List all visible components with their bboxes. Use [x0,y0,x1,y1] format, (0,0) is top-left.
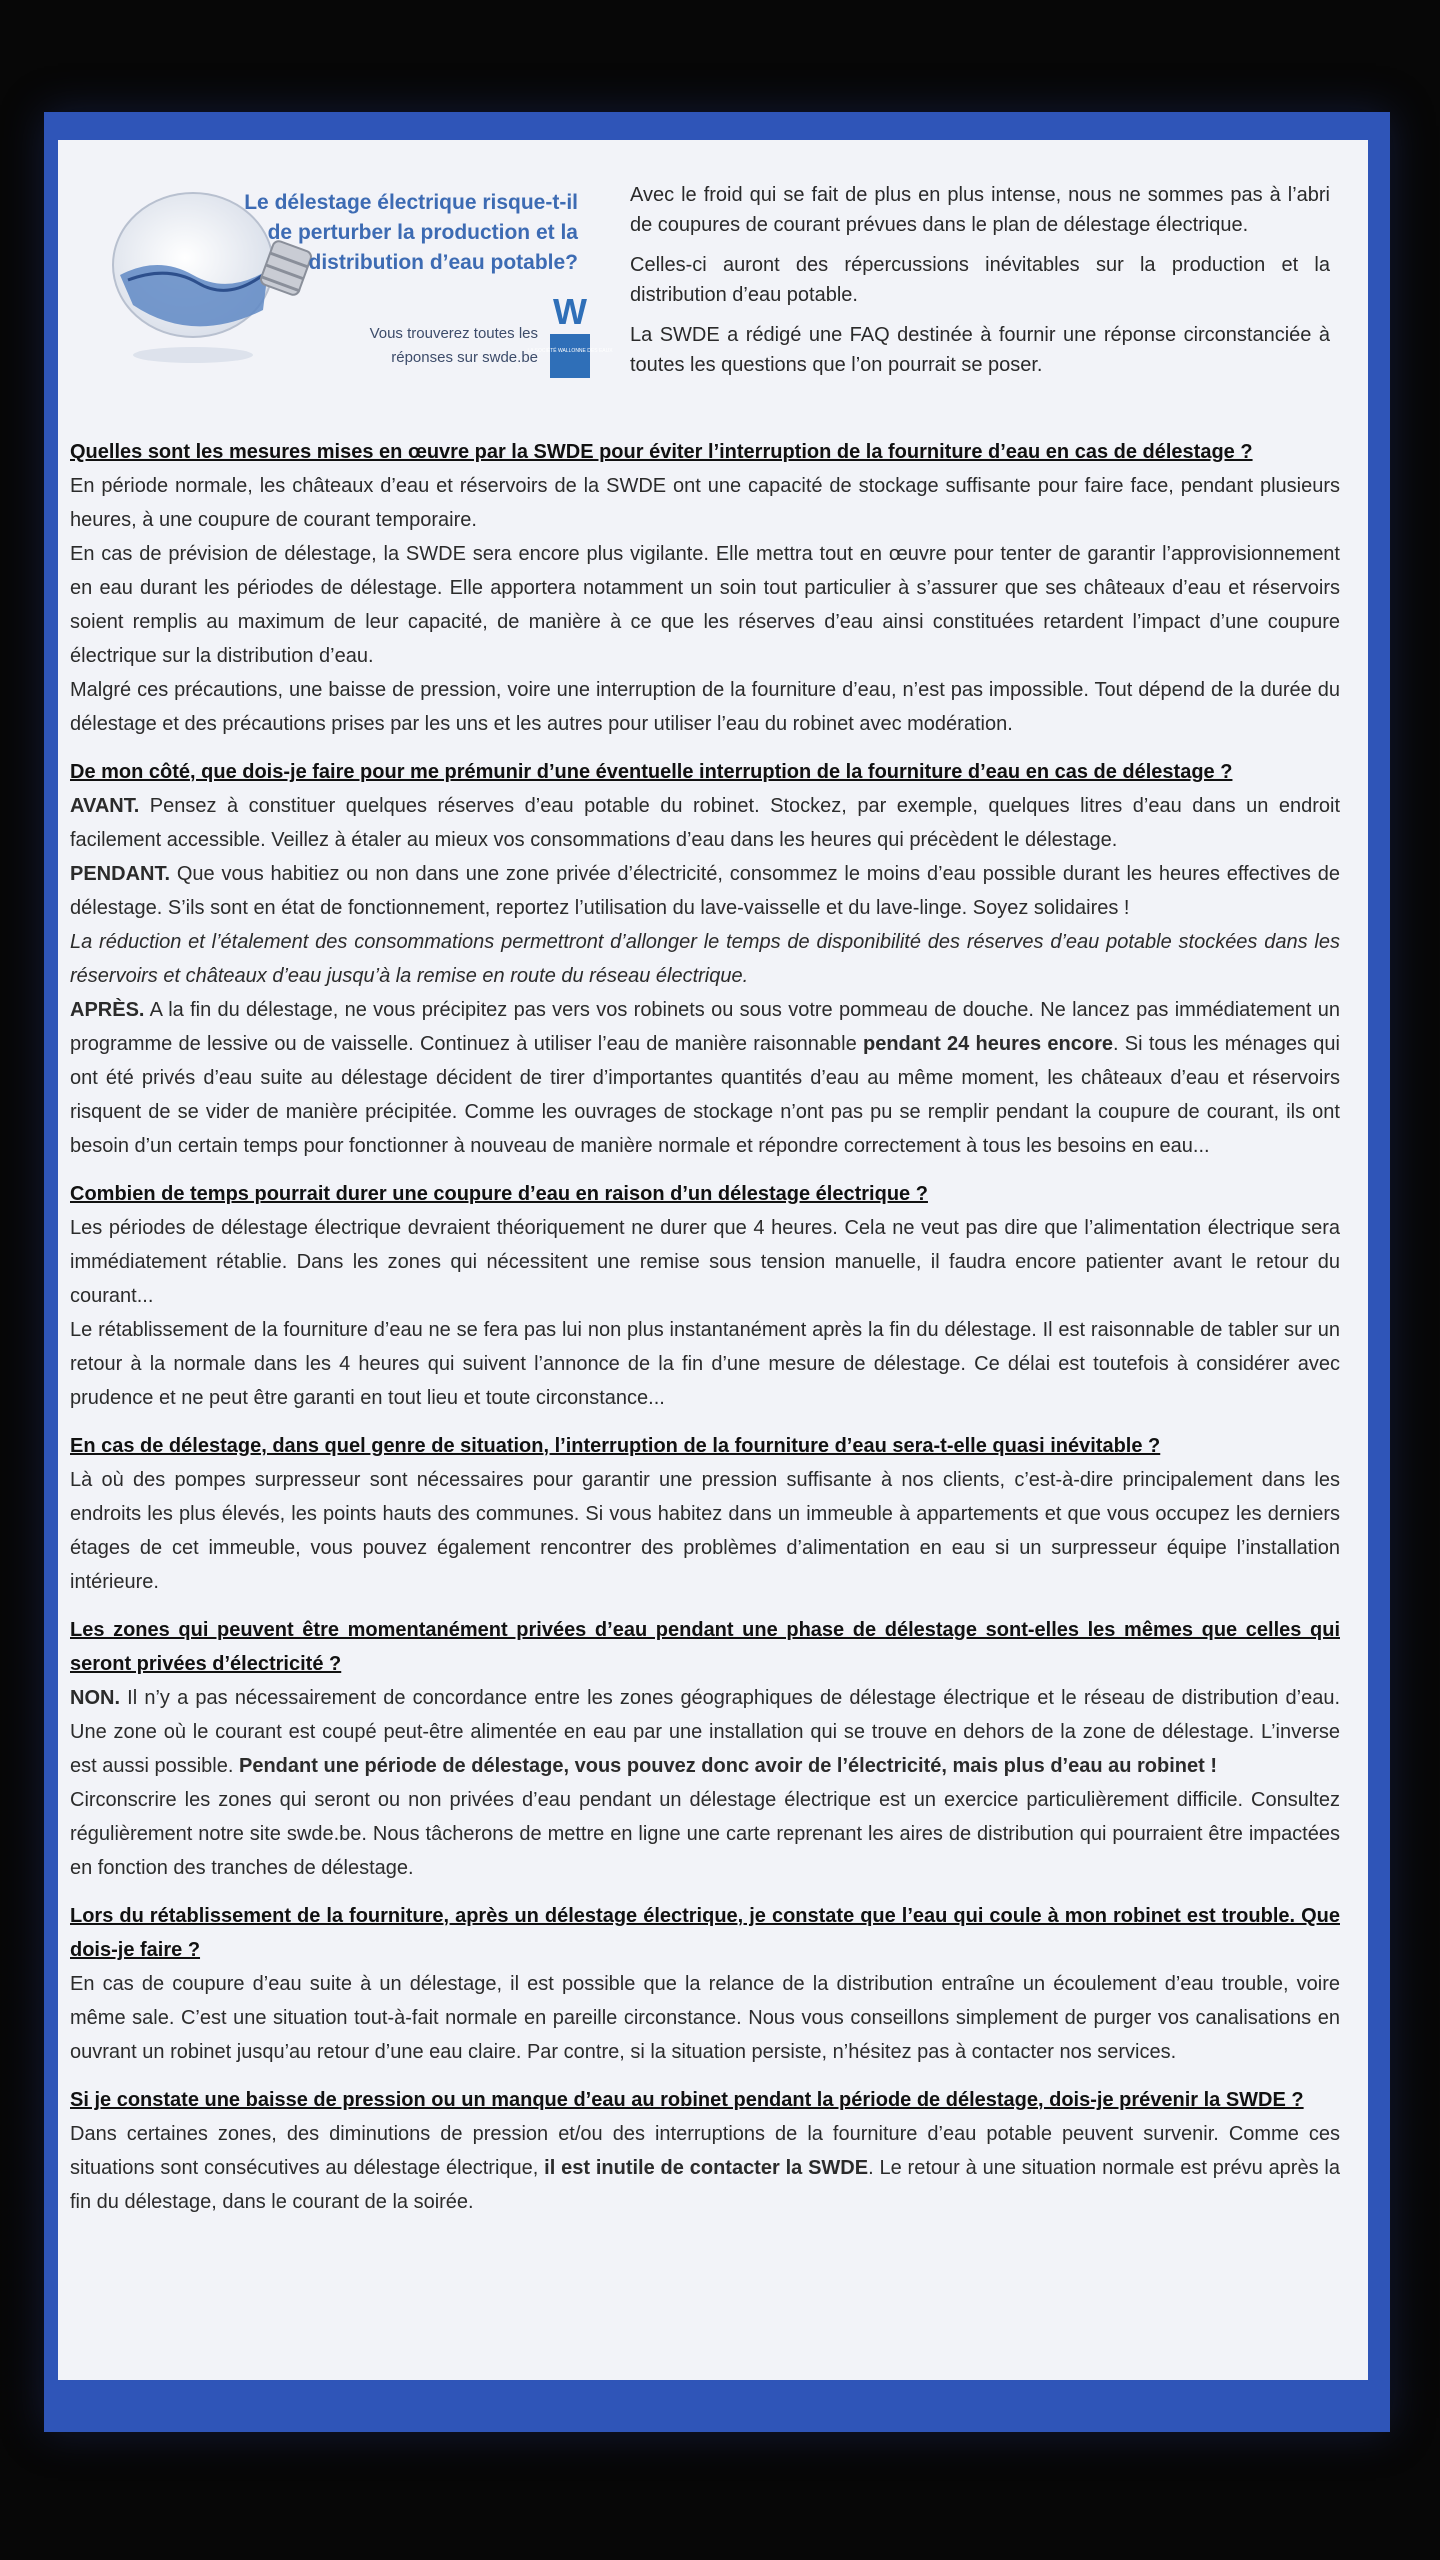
faq-answer: Dans certaines zones, des diminutions de pression et/ou des interruptions de la fourniture d’eau potable peuvent survenir. Comme ces situations sont consécutives au délestage électrique, il est inutile de contacter la SWDE. Le retour à une situation normale est prévu après la fin du délestage, dans le courant de la soirée. [70,2123,1340,2213]
faq-answer: En cas de coupure d’eau suite à un délestage, il est possible que la relance de la distribution entraîne un écoulement d’eau trouble, voire même sale. C’est une situation tout-à-fait normale en pareille circonstance. Nous vous conseillons simplement de purger vos canalisations en ouvrant un robinet jusqu’au retour d’une eau claire. Par contre, si la situation persiste, n’hésitez pas à contacter nos services. [70,1973,1340,2063]
faq-section-turbid-water [70,1899,1340,2069]
faq-question: Quelles sont les mesures mises en œuvre par la SWDE pour éviter l’interruption de la fourniture d’eau en cas de délestage ? [70,441,1253,463]
faq-section-zones [70,1613,1340,1885]
faq-question: Combien de temps pourrait durer une coupure d’eau en raison d’un délestage électrique ? [70,1183,928,1205]
label-apres: APRÈS. [70,999,145,1021]
faq-question: De mon côté, que dois-je faire pour me prémunir d’une éventuelle interruption de la fourniture d’eau en cas de délestage ? [70,761,1233,783]
faq-question: Lors du rétablissement de la fourniture, après un délestage électrique, je constate que l’eau qui coule à mon robinet est trouble. Que dois-je faire ? [70,1905,1340,1961]
intro-paragraph-3: La SWDE a rédigé une FAQ destinée à fournir une réponse circonstanciée à toutes les questions que l’on pourrait se poser. [630,324,1330,376]
logo-letter: W [553,291,587,332]
faq-answer: En cas de prévision de délestage, la SWDE sera encore plus vigilante. Elle mettra tout en œuvre pour tenter de garantir l’approvisionnement en eau durant les périodes de délestage. Elle apportera notamment un soin tout particulier à s’assurer que ses châteaux d’eau et réservoirs soient remplis au maximum de leur capacité, de manière à ce que les réserves d’eau ainsi constituées retardent l’impact d’une coupure électrique sur la distribution d’eau. [70,543,1340,667]
poster-sheet [58,140,1368,2380]
faq-section-measures [70,435,1340,741]
faq-answer: En période normale, les châteaux d’eau et réservoirs de la SWDE ont une capacité de stockage suffisante pour faire face, pendant plusieurs heures, à une coupure de courant temporaire. [70,475,1340,531]
logo-text: LA SOCIÉTÉ WALLONNE DES EAUX [527,348,613,354]
faq-question: En cas de délestage, dans quel genre de situation, l’interruption de la fourniture d’eau sera-t-elle quasi inévitable ? [70,1435,1161,1457]
faq-answer: Malgré ces précautions, une baisse de pression, voire une interruption de la fourniture d’eau, n’est pas impossible. Tout dépend de la durée du délestage et des précautions prises par les uns et les autres pour utiliser l’eau du robinet avec modération. [70,679,1340,735]
label-non: NON. [70,1687,120,1709]
swde-logo [527,290,613,380]
faq-question: Les zones qui peuvent être momentanément privées d’eau pendant une phase de délestage sont-elles les mêmes que celles qui seront privées d’électricité ? [70,1619,1340,1675]
promo-subtitle: Vous trouverez toutes les réponses sur swde.be [369,325,538,366]
promo-title: Le délestage électrique risque-t-il de perturber la production et la distribution d’eau potable? [244,191,578,274]
intro-paragraph-2: Celles-ci auront des répercussions inévitables sur la production et la distribution d’eau potable. [630,254,1330,306]
faq-answer: PENDANT. Que vous habitiez ou non dans une zone privée d’électricité, consommez le moins d’eau possible durant les heures effectives de délestage. S’ils sont en état de fonctionnement, reportez l’utilisation du lave-vaisselle et du lave-linge. Soyez solidaires ! [70,863,1340,919]
intro-paragraph-1: Avec le froid qui se fait de plus en plus intense, nous ne sommes pas à l’abri de coupures de courant prévues dans le plan de délestage électrique. [630,184,1330,236]
faq-question: Si je constate une baisse de pression ou un manque d’eau au robinet pendant la période de délestage, dois-je prévenir la SWDE ? [70,2089,1304,2111]
faq-answer: Circonscrire les zones qui seront ou non privées d’eau pendant un délestage électrique est un exercice particulièrement difficile. Consultez régulièrement notre site swde.be. Nous tâcherons de mettre en ligne une carte reprenant les aires de distribution qui pourraient être impactées en fonction des tranches de délestage. [70,1789,1340,1879]
faq-answer: NON. Il n’y a pas nécessairement de concordance entre les zones géographiques de délestage électrique et le réseau de distribution d’eau. Une zone où le courant est coupé peut-être alimentée en eau par une installation qui se trouve en dehors de la zone de délestage. L’inverse est aussi possible. Pendant une période de délestage, vous pouvez donc avoir de l’électricité, mais plus d’eau au robinet ! [70,1687,1340,1777]
intro-text [630,180,1330,390]
faq-section-what-to-do [70,755,1340,1163]
label-avant: AVANT. [70,795,140,817]
faq-answer: APRÈS. A la fin du délestage, ne vous précipitez pas vers vos robinets ou sous votre pommeau de douche. Ne lancez pas immédiatement un programme de lessive ou de vaisselle. Continuez à utiliser l’eau de manière raisonnable pendant 24 heures encore. Si tous les ménages qui ont été privés d’eau suite au délestage décident de tirer d’importantes quantités d’eau au même moment, les châteaux d’eau et réservoirs risquent de se vider de manière précipitée. Comme les ouvrages de stockage n’ont pas pu se remplir pendant la coupure de courant, ils ont besoin d’un certain temps pour fonctionner à nouveau de manière normale et répondre correctement à tous les besoins en eau... [70,999,1340,1157]
faq-section-contact [70,2083,1340,2219]
header-block [58,140,1368,420]
faq-answer: Là où des pompes surpresseur sont nécessaires pour garantir une pression suffisante à nos clients, c’est-à-dire principalement dans les endroits les plus élevés, les points hauts des communes. Si vous habitez dans un immeuble à appartements et que vous occupez les derniers étages de cet immeuble, vous pouvez également rencontrer des problèmes d’alimentation en eau si un surpresseur équipe l’installation intérieure. [70,1469,1340,1593]
faq-answer: Les périodes de délestage électrique devraient théoriquement ne durer que 4 heures. Cela ne veut pas dire que l’alimentation électrique sera immédiatement rétablie. Dans les zones qui nécessitent une remise sous tension manuelle, il faudra encore patienter avant le retour du courant... [70,1217,1340,1307]
label-pendant: PENDANT. [70,863,171,885]
faq-section-duration [70,1177,1340,1415]
faq-answer: Le rétablissement de la fourniture d’eau ne se fera pas lui non plus instantanément après la fin du délestage. Il est raisonnable de tabler sur un retour à la normale dans les 4 heures qui suivent l’annonce de la fin d’une mesure de délestage. Ce délai est toutefois à considérer avec prudence et ne peut être garanti en tout lieu et toute circonstance... [70,1319,1340,1409]
faq-answer: AVANT. Pensez à constituer quelques réserves d’eau potable du robinet. Stockez, par exemple, quelques litres d’eau dans un endroit facilement accessible. Veillez à étaler au mieux vos consommations d’eau dans les heures qui précèdent le délestage. [70,795,1340,851]
faq-answer-italic: La réduction et l’étalement des consommations permettront d’allonger le temps de disponibilité des réserves d’eau potable stockées dans les réservoirs et châteaux d’eau jusqu’à la remise en route du réseau électrique. [70,931,1340,987]
faq-section-situations [70,1429,1340,1599]
faq-content [70,435,1340,2233]
